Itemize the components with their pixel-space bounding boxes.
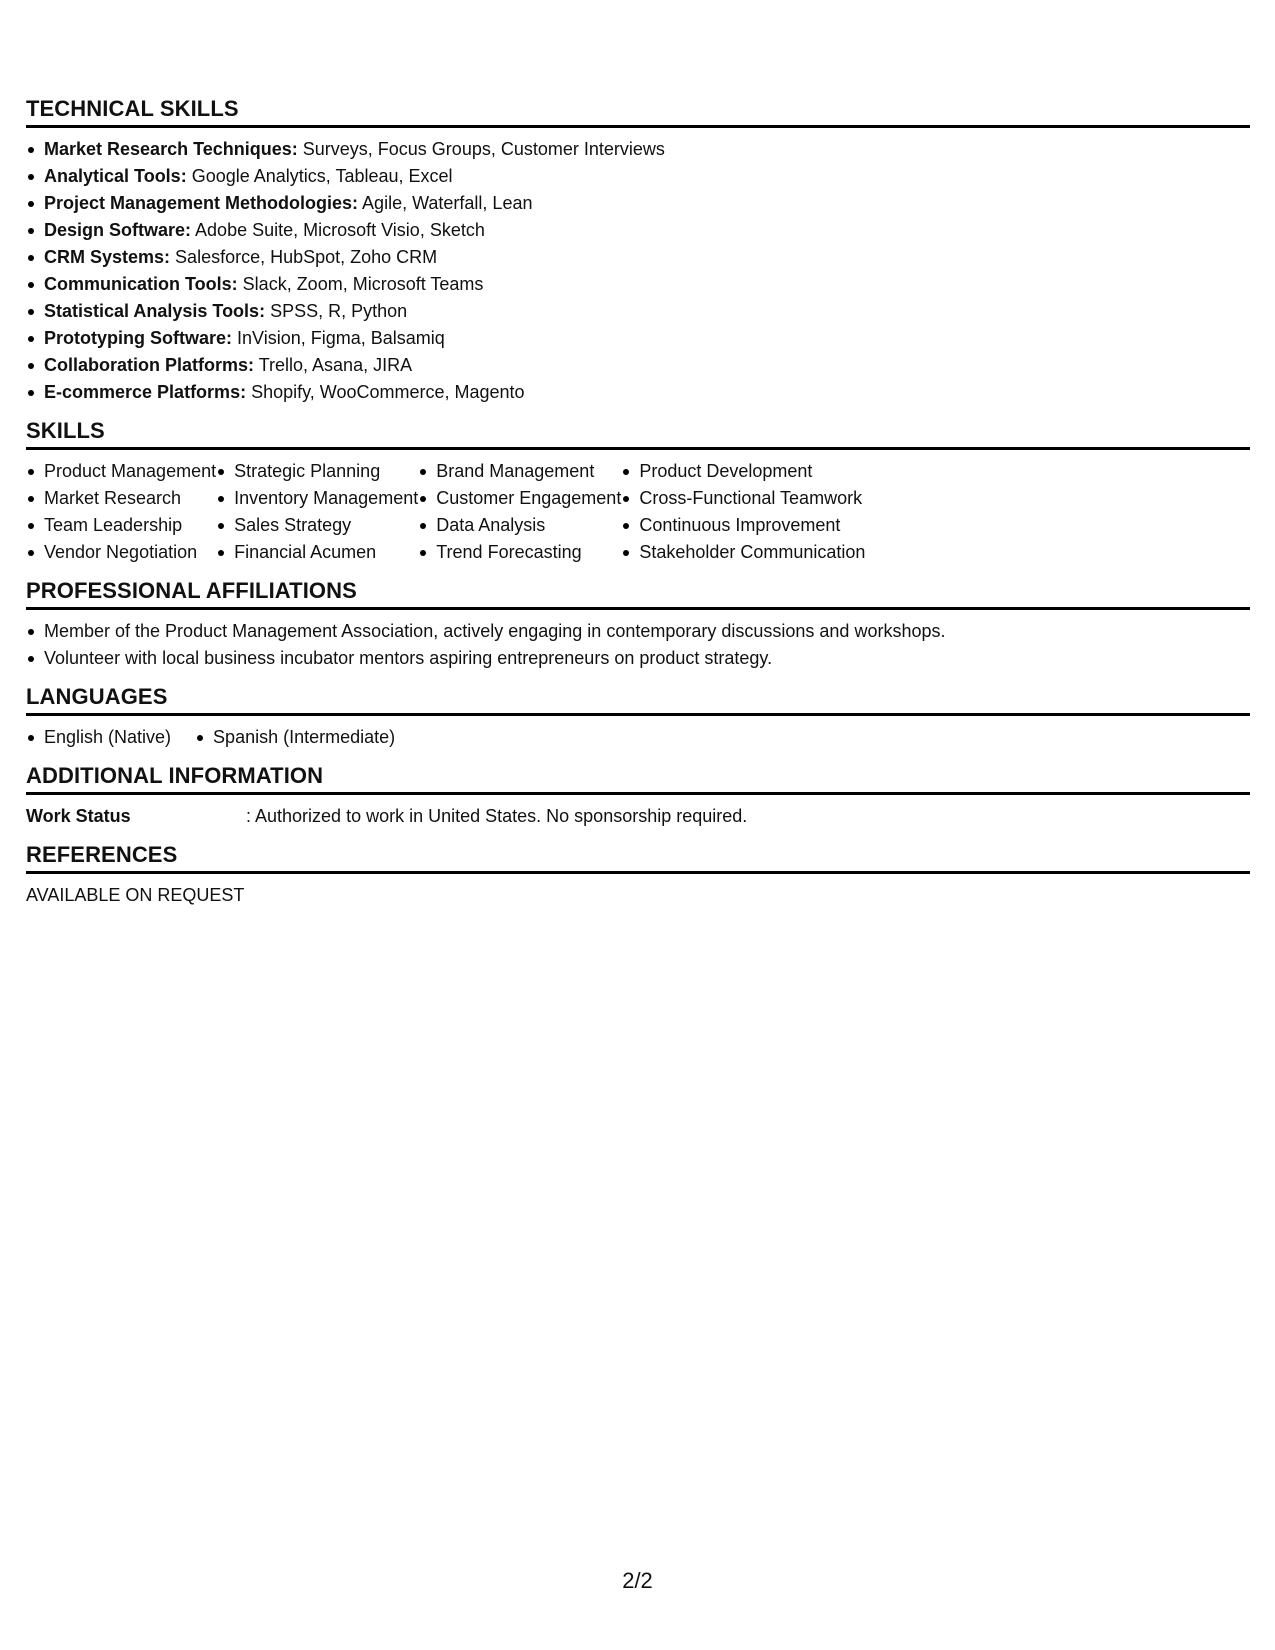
list-item: Analytical Tools: Google Analytics, Tableau, Excel [26, 163, 1250, 190]
work-status-row [26, 803, 1250, 830]
skills-section [26, 418, 1250, 566]
list-item: Continuous Improvement [621, 512, 865, 539]
skills-column-4 [621, 458, 865, 566]
additional-info-section [26, 763, 1250, 830]
references-text: AVAILABLE ON REQUEST [26, 885, 245, 905]
list-item: Strategic Planning [216, 458, 418, 485]
skills-column-3 [418, 458, 621, 566]
list-item: Product Development [621, 458, 865, 485]
skills-heading: SKILLS [26, 418, 1250, 450]
list-item: CRM Systems: Salesforce, HubSpot, Zoho CRM [26, 244, 1250, 271]
skills-grid [26, 458, 1250, 566]
list-item: Member of the Product Management Association, actively engaging in contemporary discussions and workshops. [26, 618, 1250, 645]
work-status-label: Work Status [26, 806, 131, 826]
list-item: Market Research Techniques: Surveys, Focus Groups, Customer Interviews [26, 136, 1250, 163]
list-item: Prototyping Software: InVision, Figma, Balsamiq [26, 325, 1250, 352]
list-item: Product Management [26, 458, 216, 485]
list-item: Vendor Negotiation [26, 539, 216, 566]
languages-list [26, 724, 1250, 751]
list-item: Cross-Functional Teamwork [621, 485, 865, 512]
additional-info-heading: ADDITIONAL INFORMATION [26, 763, 1250, 795]
list-item: Inventory Management [216, 485, 418, 512]
references-heading: REFERENCES [26, 842, 1250, 874]
list-item: Customer Engagement [418, 485, 621, 512]
list-item: Data Analysis [418, 512, 621, 539]
list-item: Communication Tools: Slack, Zoom, Microsoft Teams [26, 271, 1250, 298]
page-number: 2/2 [622, 1568, 653, 1593]
work-status-value: : Authorized to work in United States. No sponsorship required. [246, 806, 748, 826]
list-item: Sales Strategy [216, 512, 418, 539]
list-item: Volunteer with local business incubator mentors aspiring entrepreneurs on product strategy. [26, 645, 1250, 672]
skills-column-1 [26, 458, 216, 566]
list-item: English (Native) [26, 724, 171, 751]
list-item: Statistical Analysis Tools: SPSS, R, Python [26, 298, 1250, 325]
list-item: Stakeholder Communication [621, 539, 865, 566]
list-item: Project Management Methodologies: Agile, Waterfall, Lean [26, 190, 1250, 217]
list-item: Spanish (Intermediate) [195, 724, 395, 751]
list-item: E-commerce Platforms: Shopify, WooCommerce, Magento [26, 379, 1250, 406]
list-item: Design Software: Adobe Suite, Microsoft Visio, Sketch [26, 217, 1250, 244]
skills-column-2 [216, 458, 418, 566]
list-item: Financial Acumen [216, 539, 418, 566]
technical-skills-section [26, 96, 1250, 406]
resume-page [26, 96, 1250, 921]
languages-heading: LANGUAGES [26, 684, 1250, 716]
languages-section [26, 684, 1250, 751]
list-item: Brand Management [418, 458, 621, 485]
affiliations-heading: PROFESSIONAL AFFILIATIONS [26, 578, 1250, 610]
references-section [26, 842, 1250, 909]
affiliations-list [26, 618, 1250, 672]
list-item: Team Leadership [26, 512, 216, 539]
technical-skills-list [26, 136, 1250, 406]
list-item: Market Research [26, 485, 216, 512]
affiliations-section [26, 578, 1250, 672]
list-item: Trend Forecasting [418, 539, 621, 566]
list-item: Collaboration Platforms: Trello, Asana, JIRA [26, 352, 1250, 379]
technical-skills-heading: TECHNICAL SKILLS [26, 96, 1250, 128]
